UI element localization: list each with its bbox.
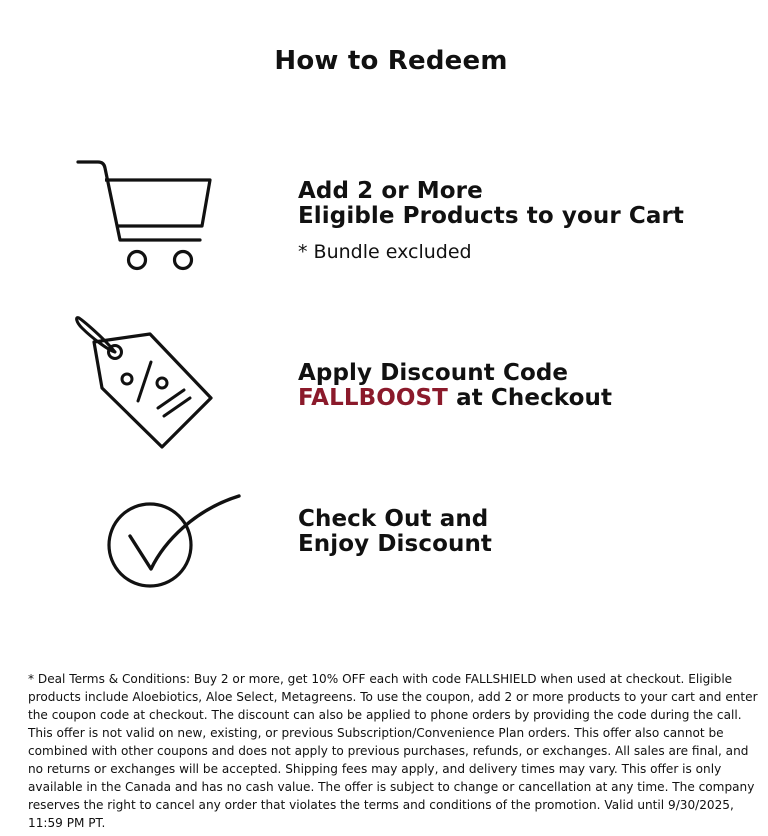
step-2-line-1: Apply Discount Code	[298, 360, 569, 386]
step-3-line-2: Enjoy Discount	[298, 531, 493, 557]
step-2-line-2	[298, 386, 612, 411]
price-tag-icon	[72, 312, 218, 454]
step-1-line-2: Eligible Products to your Cart	[298, 203, 685, 229]
step-3-line-1: Check Out and	[298, 506, 489, 532]
shopping-cart-icon	[74, 156, 216, 274]
step-3-text	[298, 507, 492, 557]
step-2-text	[298, 361, 612, 411]
discount-code: FALLBOOST	[298, 385, 448, 411]
page-title: How to Redeem	[274, 46, 508, 76]
bundle-excluded-note: * Bundle excluded	[298, 241, 472, 263]
terms-and-conditions: * Deal Terms & Conditions: Buy 2 or more, get 10% OFF each with code FALLSHIELD when used at checkout. Eligible products include Aloebiotics, Aloe Select, Metagreens. To use the coupon, add 2 or more products to your cart and enter the coupon code at checkout. The discount can also be applied to phone orders by providing the code during the call. This offer is not valid on new, existing, or previous Subscription/Convenience Plan orders. This offer also cannot be combined with other coupons and does not apply to previous purchases, refunds, or exchanges. All sales are final, and no returns or exchanges will be accepted. Shipping fees may apply, and delivery times may vary. This offer is only available in the Canada and has no cash value. The offer is subject to change or cancellation at any time. The company reserves the right to cancel any order that violates the terms and conditions of the promotion. Valid until 9/30/2025, 11:59 PM PT.	[28, 672, 758, 830]
step-1-line-1: Add 2 or More	[298, 178, 483, 204]
step-1-text	[298, 179, 684, 229]
step-2-line-2-rest: at Checkout	[447, 385, 613, 411]
checkmark-circle-icon	[104, 492, 244, 592]
